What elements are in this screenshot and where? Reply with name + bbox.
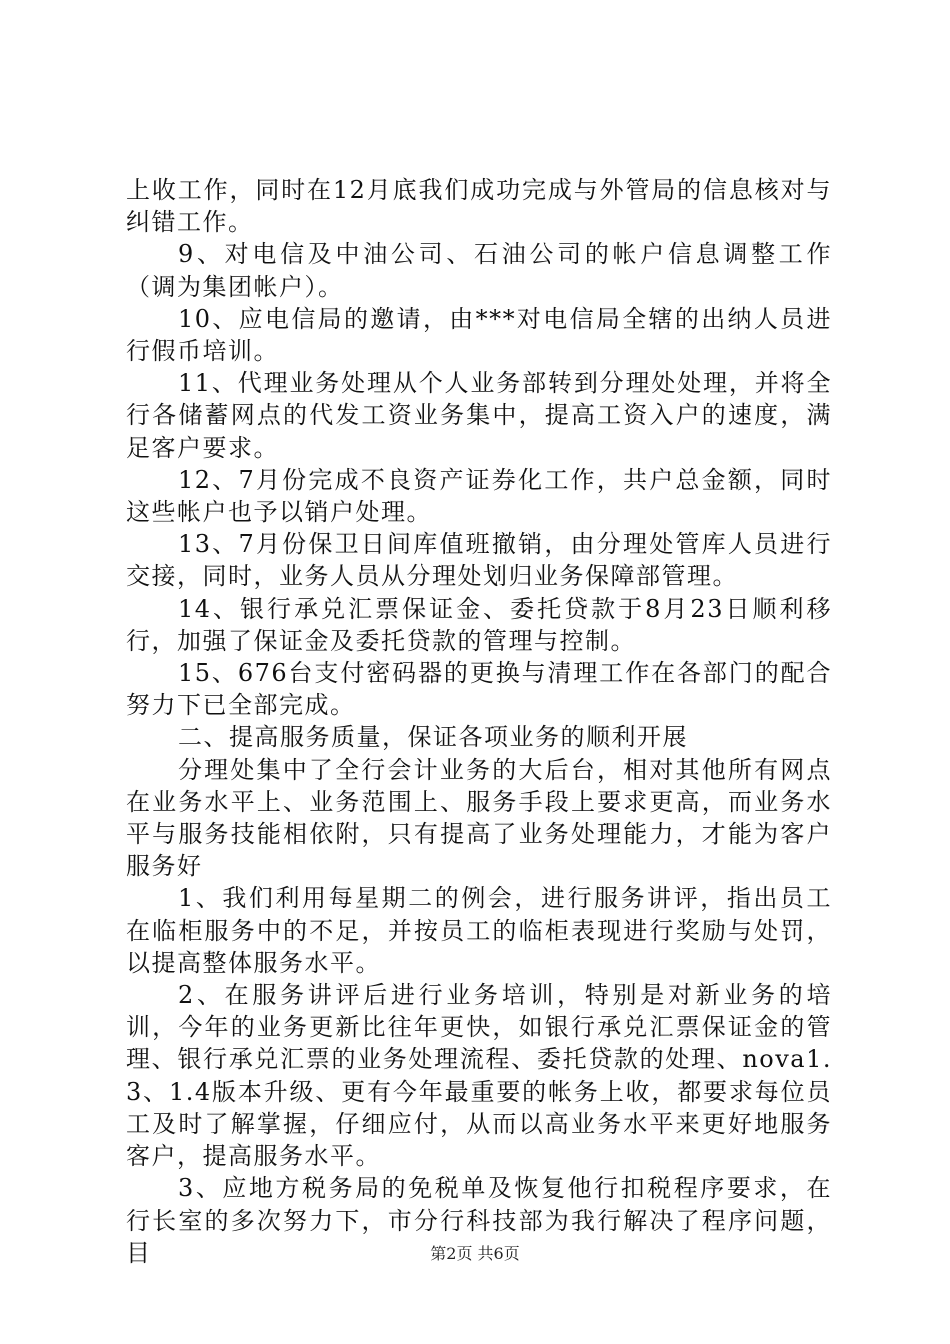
paragraph-item-12: 12、7月份完成不良资产证券化工作，共户总金额，同时这些帐户也予以销户处理。 [126, 465, 832, 527]
document-body [126, 174, 832, 1269]
paragraph-item-2: 2、在服务讲评后进行业务培训，特别是对新业务的培训，今年的业务更新比往年更快，如银行承兑汇票保证金的管理、银行承兑汇票的业务处理流程、委托贷款的处理、nova1.3、1.4版本升级、更有今年最重要的帐务上收，都要求每位员工及时了解掌握，仔细应付，从而以高业务水平来更好地服务客户，提高服务水平。 [126, 981, 832, 1171]
paragraph-item-11: 11、代理业务处理从个人业务部转到分理处处理，并将全行各储蓄网点的代发工资业务集中，提高工资入户的速度，满足客户要求。 [126, 369, 832, 462]
paragraph-item-1: 1、我们利用每星期二的例会，进行服务讲评，指出员工在临柜服务中的不足，并按员工的临柜表现进行奖励与处罚，以提高整体服务水平。 [126, 884, 832, 977]
paragraph-item-9: 9、对电信及中油公司、石油公司的帐户信息调整工作（调为集团帐户）。 [126, 240, 832, 301]
paragraph-item-3: 3、应地方税务局的免税单及恢复他行扣税程序要求，在行长室的多次努力下，市分行科技部为我行解决了程序问题，目 [126, 1174, 832, 1267]
paragraph-item-14: 14、银行承兑汇票保证金、委托贷款于8月23日顺利移行，加强了保证金及委托贷款的管理与控制。 [126, 594, 832, 655]
paragraph-item-13: 13、7月份保卫日间库值班撤销，由分理处管库人员进行交接，同时，业务人员从分理处划归业务保障部管理。 [126, 530, 832, 591]
paragraph-continuation: 上收工作，同时在12月底我们成功完成与外管局的信息核对与纠错工作。 [126, 176, 832, 237]
paragraph-section-intro: 分理处集中了全行会计业务的大后台，相对其他所有网点在业务水平上、业务范围上、服务手段上要求更高，而业务水平与服务技能相依附，只有提高了业务处理能力，才能为客户服务好 [126, 755, 832, 881]
section-heading-2: 二、提高服务质量，保证各项业务的顺利开展 [178, 723, 688, 752]
paragraph-item-10: 10、应电信局的邀请，由***对电信局全辖的出纳人员进行假币培训。 [126, 304, 832, 366]
page-number-footer: 第2页 共6页 [430, 1244, 520, 1263]
paragraph-item-15: 15、676台支付密码器的更换与清理工作在各部门的配合努力下已全部完成。 [126, 659, 832, 720]
